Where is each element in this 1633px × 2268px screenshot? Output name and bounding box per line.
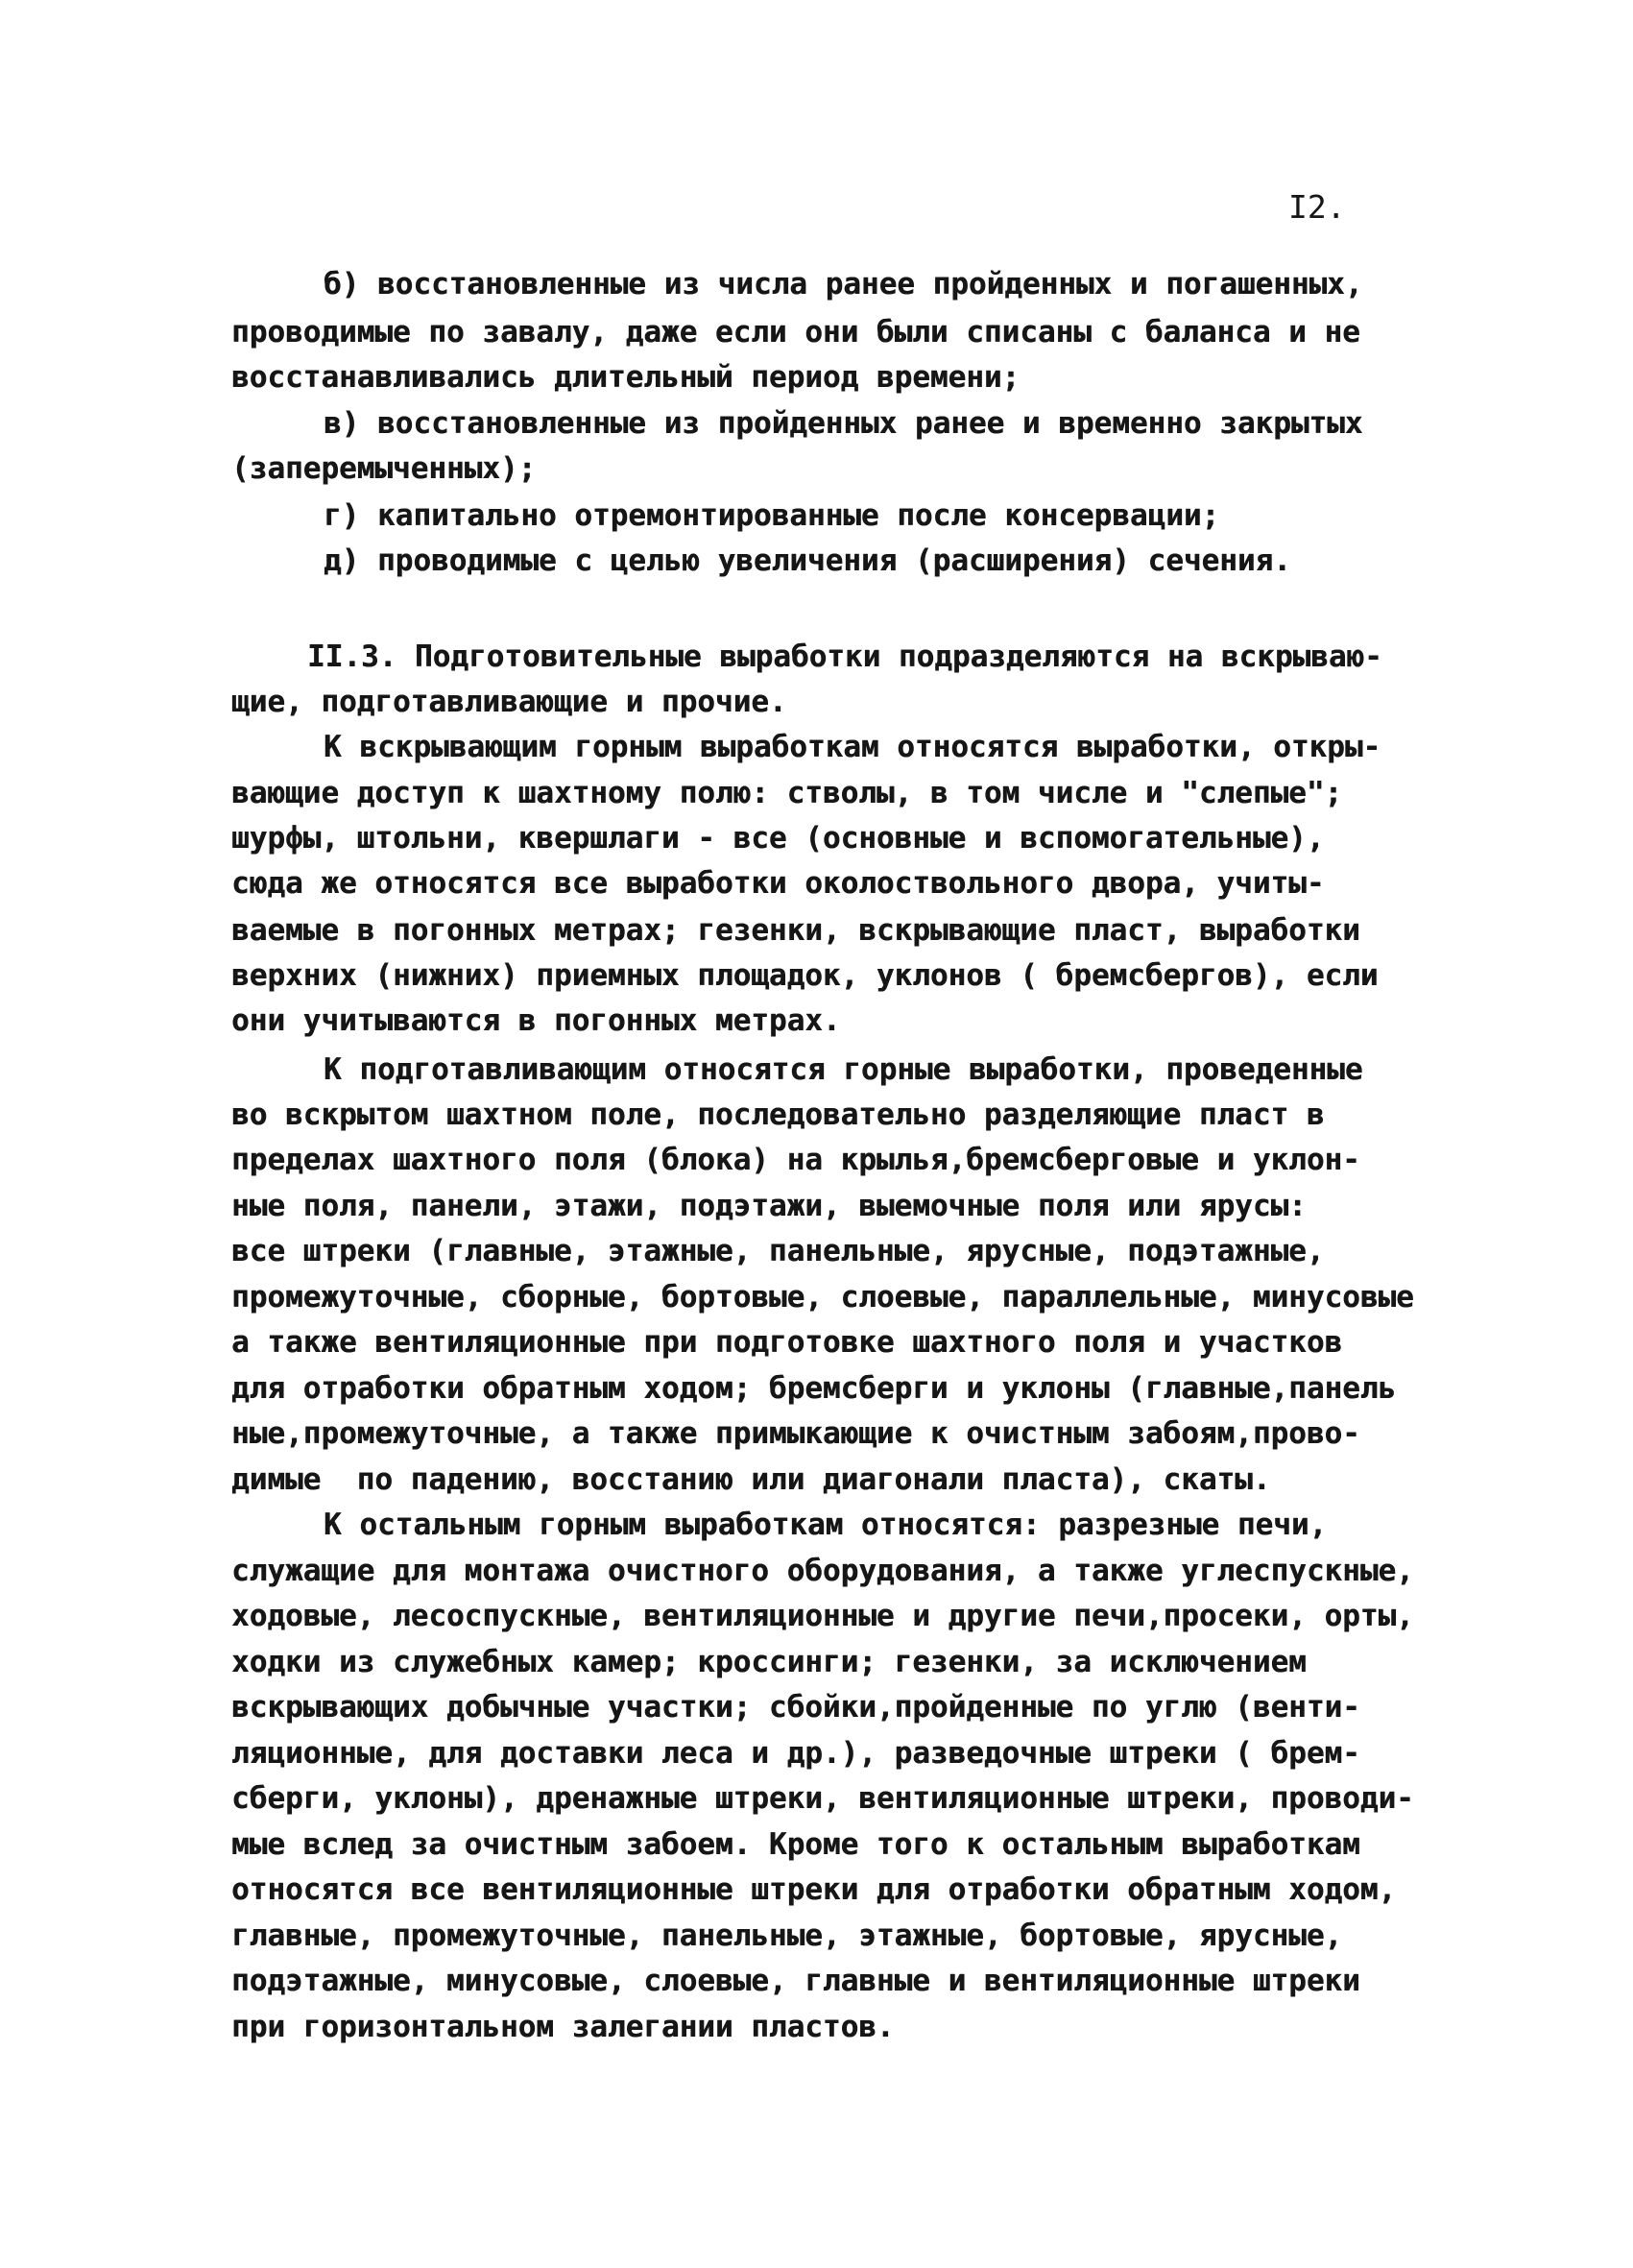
text-line: г) капитально отремонтированные после консервации; [324,498,1220,533]
text-line: д) проводимые с целью увеличения (расширения) сечения. [324,543,1291,578]
text-line: К вскрывающим горным выработкам относятся выработки, откры- [324,730,1381,764]
page-number: I2. [1288,188,1346,226]
text-line: они учитываются в погонных метрах. [231,1003,841,1038]
text-line: для отработки обратным ходом; бремсберги и уклоны (главные,панель [231,1371,1397,1406]
text-line: шурфы, штольни, квершлаги - все (основные и вспомогательные), [231,821,1325,856]
text-line: во вскрытом шахтном поле, последовательно разделяющие пласт в [231,1098,1325,1132]
text-line: II.3. Подготовительные выработки подразделяются на вскрываю- [307,639,1382,674]
text-line: в) восстановленные из пройденных ранее и временно закрытых [324,406,1363,441]
text-line: ходовые, лесоспускные, вентиляционные и другие печи,просеки, орты, [231,1599,1414,1633]
text-line: восстанавливались длительный период времени; [231,360,1021,395]
text-line: б) восстановленные из числа ранее пройденных и погашенных, [324,267,1363,302]
text-line: щие, подготавливающие и прочие. [231,685,787,719]
text-line: главные, промежуточные, панельные, этажные, бортовые, ярусные, [231,1918,1343,1953]
text-line: вскрывающих добычные участки; сбойки,пройденные по углю (венти- [231,1690,1360,1725]
text-line: (заперемыченных); [231,451,537,486]
text-line: К подготавливающим относятся горные выработки, проведенные [324,1052,1363,1087]
text-line: проводимые по завалу, даже если они были списаны с баланса и не [231,315,1360,350]
text-line: промежуточные, сборные, бортовые, слоевые, параллельные, минусовые [231,1280,1414,1315]
text-line: мые вслед за очистным забоем. Кроме того к остальным выработкам [231,1827,1360,1862]
text-line: ные поля, панели, этажи, подэтажи, выемочные поля или ярусы: [231,1189,1307,1223]
text-line: ляционные, для доставки леса и др.), разведочные штреки ( брем- [231,1736,1360,1771]
text-line: К остальным горным выработкам относятся: разрезные печи, [324,1508,1328,1542]
text-line: ные,промежуточные, а также примыкающие к очистным забоям,прово- [231,1416,1360,1451]
text-line: а также вентиляционные при подготовке шахтного поля и участков [231,1325,1343,1360]
text-line: при горизонтальном залегании пластов. [231,2010,895,2044]
text-line: ходки из служебных камер; кроссинги; гезенки, за исключением [231,1645,1307,1679]
text-line: сюда же относятся все выработки околоствольного двора, учиты- [231,866,1325,901]
text-line: все штреки (главные, этажные, панельные, ярусные, подэтажные, [231,1234,1325,1268]
text-line: пределах шахтного поля (блока) на крылья,бремсберговые и уклон- [231,1143,1360,1177]
text-line: верхних (нижних) приемных площадок, уклонов ( бремсбергов), если [231,958,1379,993]
text-line: относятся все вентиляционные штреки для отработки обратным ходом, [231,1872,1397,1907]
text-line: вающие доступ к шахтному полю: стволы, в том числе и "слепые"; [231,776,1343,810]
text-line: димые по падению, восстанию или диагонали пласта), скаты. [231,1462,1271,1497]
text-line: подэтажные, минусовые, слоевые, главные и вентиляционные штреки [231,1964,1360,1998]
text-line: служащие для монтажа очистного оборудования, а также углеспускные, [231,1554,1414,1588]
text-line: ваемые в погонных метрах; гезенки, вскрывающие пласт, выработки [231,913,1360,948]
text-line: сберги, уклоны), дренажные штреки, вентиляционные штреки, проводи- [231,1781,1414,1816]
